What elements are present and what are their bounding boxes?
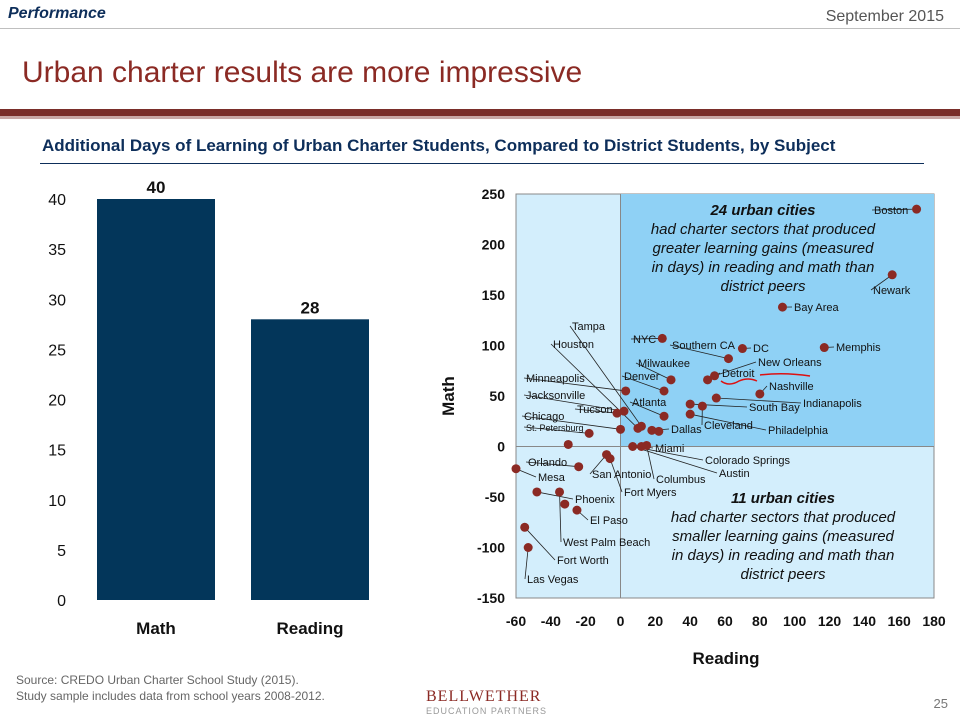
point-label: Jacksonville [526,390,586,402]
source-line-2: Study sample includes data from school years 2008-2012. [16,689,325,703]
point-south-bay [686,400,695,409]
scatter-x-tick-label: 100 [782,613,807,629]
point-label: El Paso [590,515,628,527]
point-label: St. Petersburg [526,423,584,433]
source-line-1: Source: CREDO Urban Charter School Study (2015). [16,673,299,687]
point-label: Bay Area [794,302,839,314]
scatter-y-tick-label: -150 [476,590,505,606]
source-note [16,672,325,704]
point-label: Minneapolis [526,373,585,385]
scatter-x-tick-label: 180 [922,613,946,629]
point-label: Dallas [671,424,702,436]
bar-y-tick-label: 15 [48,442,66,460]
scatter-y-tick-label: 0 [497,438,505,455]
point-label: Columbus [656,474,706,486]
bar-reading [251,319,369,600]
point-nashville [755,389,764,398]
point-label: Milwaukee [638,358,690,370]
slide-title: Urban charter results are more impressive [22,56,583,89]
point-indianapolis [712,394,721,403]
point-denver [660,386,669,395]
point-label: Indianapolis [803,398,862,410]
point-label: Chicago [524,411,565,423]
point-fort-myers [606,454,615,463]
point-label: Tampa [572,321,606,333]
point-label: New Orleans [758,357,822,369]
point-southern-ca [724,354,733,363]
scatter-y-tick-label: -50 [484,489,505,505]
scatter-y-tick-label: 50 [489,388,505,404]
bar-data-label: 40 [146,178,166,197]
scatter-y-tick-label: -100 [476,539,505,556]
scatter-y-tick-label: 200 [481,236,505,253]
point-colorado-springs [628,442,637,451]
annotation-smaller-gains-line: had charter sectors that produced [670,509,896,526]
scatter-x-tick-label: 120 [817,613,842,629]
bar-y-tick-label: 10 [48,492,66,510]
scatter-x-tick-label: 0 [616,613,625,629]
point-orlando [564,440,573,449]
bar-data-label: 28 [300,298,320,318]
bar-y-tick-label: 20 [48,392,66,410]
point-newark [888,270,897,279]
bellwether-logo: BELLWETHER [426,688,542,705]
scatter-x-tick-label: -40 [540,613,561,629]
annotation-smaller-gains-line: district peers [740,566,826,583]
scatter-y-tick-label: 250 [481,186,505,202]
scatter-x-tick-label: 80 [752,613,768,629]
scatter-y-tick-label: 150 [481,287,505,303]
point-phoenix [555,487,564,496]
point-label: West Palm Beach [563,537,651,549]
bar-y-tick-label: 0 [57,593,66,610]
point-label: Southern CA [672,340,735,352]
point-sacramento [512,464,521,473]
point-cleveland [698,402,707,411]
scatter-x-tick-label: 60 [717,613,733,629]
point-label: Newark [873,285,911,297]
point-bay-area [778,303,787,312]
point-tucson [613,409,622,418]
page-number: 25 [933,696,948,711]
point-minneapolis [621,386,630,395]
point-houston [633,424,642,433]
date-label: September 2015 [825,8,944,25]
bar-y-tick-label: 30 [48,292,66,310]
point-label: Mesa [538,472,565,484]
point-west-palm-beach [560,500,569,509]
scatter-y-axis-label: Math [439,376,458,416]
point-fort-worth [520,523,529,532]
scatter-y-tick-label: 100 [481,337,505,354]
bar-category-label: Math [136,619,176,638]
point-label: Detroit [722,368,755,380]
point-austin [654,427,663,436]
point-atlanta [660,412,669,421]
annotation-greater-gains-title: 24 urban cities [710,202,816,219]
annotation-greater-gains-line: district peers [720,278,806,295]
point-el-paso [572,506,581,515]
scatter-x-tick-label: 160 [887,613,911,629]
point-nyc [658,334,667,343]
point-boston [912,205,921,214]
point-chicago [616,425,625,434]
point-label: Orlando [528,457,568,469]
point-las-vegas [524,543,533,552]
scatter-x-tick-label: -20 [575,613,596,629]
scatter-chart [439,186,946,668]
bar-y-tick-label: 25 [48,342,66,360]
point-label: Austin [719,468,750,480]
point-label: South Bay [749,402,800,414]
point-label: Denver [624,371,660,383]
section-label: Performance [8,5,106,22]
point-memphis [820,343,829,352]
scatter-x-tick-label: 20 [647,613,664,629]
point-label: Miami [655,443,685,455]
annotation-greater-gains-line: had charter sectors that produced [650,221,876,238]
point-label: Philadelphia [768,425,828,437]
point-label: Boston [874,205,909,217]
point-columbus [642,441,651,450]
point-detroit [703,375,712,384]
point-label: Tucson [577,404,613,416]
point-st-petersburg [585,429,594,438]
bar-y-tick-label: 35 [48,242,66,260]
point-mesa [574,462,583,471]
bar-chart [48,178,369,638]
point-label: Las Vegas [527,574,579,586]
annotation-greater-gains-line: in days) in reading and math than [651,259,875,276]
annotation-greater-gains-line: greater learning gains (measured [652,240,874,257]
point-label: DC [753,343,769,355]
point-dc [738,344,747,353]
point-label: Cleveland [704,420,753,432]
scatter-x-tick-label: -60 [505,613,527,629]
bellwether-logo-subtitle: EDUCATION PARTNERS [426,706,548,716]
annotation-smaller-gains-line: smaller learning gains (measured [672,528,894,545]
bar-y-tick-label: 40 [48,192,66,209]
point-label: Memphis [836,342,881,354]
point-salt-lake [532,487,541,496]
bar-y-tick-label: 5 [57,542,66,560]
scatter-x-axis-label: Reading [692,649,760,668]
point-milwaukee [667,375,676,384]
point-label: Fort Myers [624,487,677,499]
point-label: Atlanta [632,397,667,409]
annotation-smaller-gains-line: in days) in reading and math than [671,547,895,564]
bar-math [97,199,215,600]
point-label: Colorado Springs [705,455,790,467]
point-philadelphia [686,410,695,419]
point-label: Nashville [769,381,814,393]
scatter-x-tick-label: 140 [852,613,877,629]
chart-heading: Additional Days of Learning of Urban Charter Students, Compared to District Students, by Subject [42,136,836,155]
bar-category-label: Reading [276,619,344,638]
point-label: Fort Worth [557,555,609,567]
point-label: Houston [553,339,594,351]
point-label: NYC [633,334,657,346]
annotation-smaller-gains-title: 11 urban cities [731,490,835,507]
point-label: San Antonio [592,469,652,481]
scatter-x-tick-label: 40 [682,613,698,629]
point-label: Phoenix [575,494,615,506]
